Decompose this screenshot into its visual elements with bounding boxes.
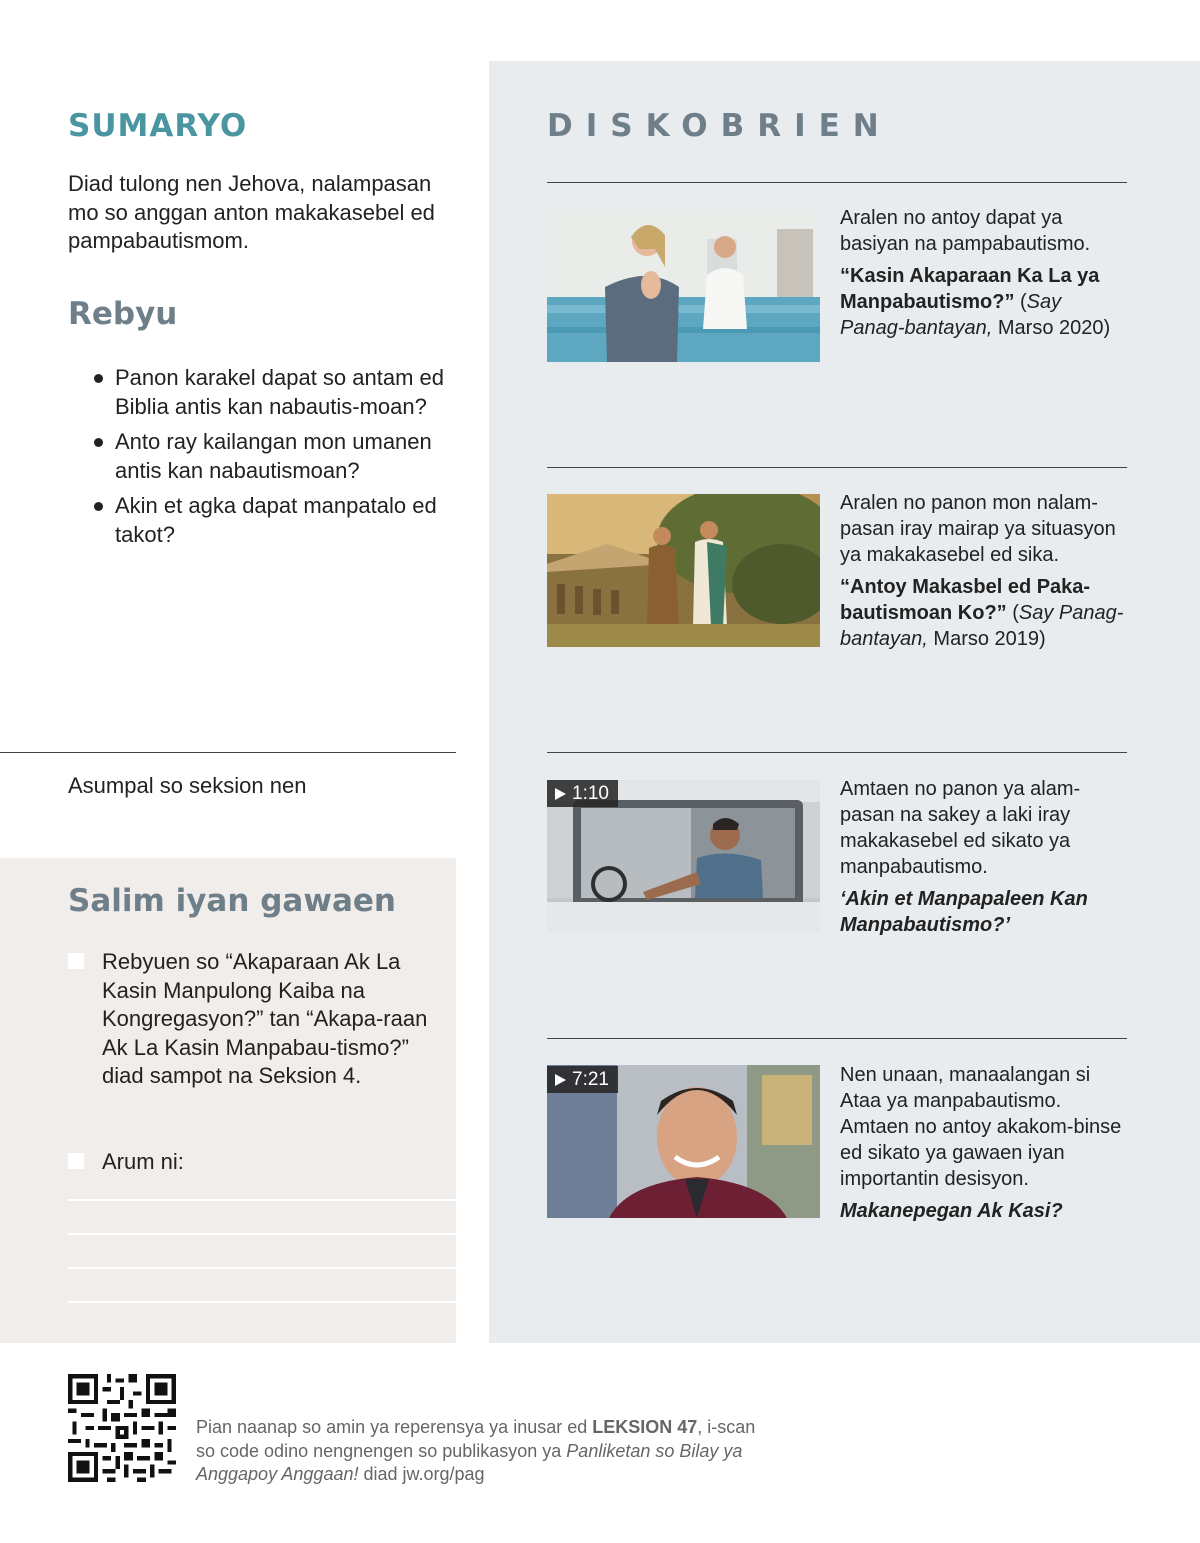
bible-scene-image[interactable] xyxy=(547,494,820,647)
discover-item xyxy=(840,1062,1130,1224)
article-reference[interactable] xyxy=(840,263,1130,341)
review-question: Akin et agka dapat manpatalo ed takot? xyxy=(92,492,457,549)
item-description: Aralen no antoy dapat ya basiyan na pampabautismo. xyxy=(840,207,1091,255)
issue-date: Marso 2020) xyxy=(992,317,1111,339)
discover-item xyxy=(840,205,1130,341)
reference-paren: ( xyxy=(1006,602,1019,624)
item-description: Nen unaan, manaalangan si Ataa ya manpabautismo. Amtaen no antoy akakom-binse ed sikato ya gawaen iyan importantin desisyon. xyxy=(840,1064,1122,1190)
review-question: Anto ray kailangan mon umanen antis kan nabautismoan? xyxy=(92,428,457,485)
footer-text-part: , i-scan so code odino nengnengen so publikasyon ya xyxy=(196,1417,756,1461)
discover-title: DISKOBRIEN xyxy=(547,108,892,144)
divider xyxy=(547,752,1127,753)
video-title[interactable]: Makanepegan Ak Kasi? xyxy=(840,1200,1063,1222)
article-title: “Antoy Makasbel ed Paka-bautismoan Ko?” xyxy=(840,576,1091,624)
baptism-pool-image[interactable] xyxy=(547,209,820,362)
summary-title: SUMARYO xyxy=(68,108,248,144)
review-list xyxy=(92,364,457,556)
discover-item xyxy=(840,490,1130,652)
lesson-number: LEKSION 47 xyxy=(592,1417,698,1437)
play-icon xyxy=(555,1074,566,1086)
todo-item-text: Rebyuen so “Akaparaan Ak La Kasin Manpulong Kaiba na Kongregasyon?” tan “Akapa-raan Ak La Kasin Manpabau-tismo?” diad sampot na Seksion 4. xyxy=(102,949,428,1088)
section-done-label: Asumpal so seksion nen xyxy=(68,773,307,798)
review-question: Panon karakel dapat so antam ed Biblia antis kan nabautis-moan? xyxy=(92,364,457,421)
video-duration: 1:10 xyxy=(572,783,609,804)
item-description: Aralen no panon mon nalam-pasan iray mairap ya situasyon ya makakasebel ed sika. xyxy=(840,492,1116,566)
todo-box xyxy=(0,858,456,1343)
checkbox[interactable] xyxy=(68,953,84,969)
footer-link-text[interactable]: diad jw.org/pag xyxy=(358,1464,485,1484)
write-in-line[interactable] xyxy=(68,1199,456,1201)
write-in-line[interactable] xyxy=(68,1267,456,1269)
video-title[interactable]: ‘Akin et Manpapaleen Kan Manpabautismo?’ xyxy=(840,888,1088,936)
video-duration-badge xyxy=(547,1066,618,1093)
discover-item xyxy=(840,776,1130,938)
footer-note xyxy=(196,1416,756,1487)
divider xyxy=(547,1038,1127,1039)
publication-name: Say Panag-bantayan, xyxy=(840,291,1062,339)
video-duration: 7:21 xyxy=(572,1069,609,1090)
write-in-line[interactable] xyxy=(68,1233,456,1235)
summary-text: Diad tulong nen Jehova, nalampasan mo so anggan anton makakasebel ed pampabautismom. xyxy=(68,171,435,253)
qr-code-icon[interactable] xyxy=(68,1374,176,1482)
publication-name: Say Panag-bantayan, xyxy=(840,602,1124,650)
footer-text-part: Pian naanap so amin ya reperensya ya inusar ed xyxy=(196,1417,593,1437)
publication-title: Panliketan so Bilay ya Anggapoy Anggaan! xyxy=(196,1440,743,1484)
play-icon xyxy=(555,788,566,800)
article-title: “Kasin Akaparaan Ka La ya Manpabautismo?” xyxy=(840,265,1100,313)
video-duration-badge xyxy=(547,780,618,807)
review-title: Rebyu xyxy=(68,296,178,332)
divider xyxy=(547,467,1127,468)
todo-item xyxy=(68,948,428,1091)
divider xyxy=(0,752,456,753)
reference-paren: ( xyxy=(1014,291,1027,313)
todo-item-text: Arum ni: xyxy=(102,1149,184,1174)
todo-title: Salim iyan gawaen xyxy=(68,883,396,919)
article-reference[interactable] xyxy=(840,574,1130,652)
divider xyxy=(547,182,1127,183)
item-description: Amtaen no panon ya alam-pasan na sakey a laki iray makakasebel ed sikato ya manpabautismo. xyxy=(840,778,1081,878)
issue-date: Marso 2019) xyxy=(927,628,1046,650)
write-in-line[interactable] xyxy=(68,1301,456,1303)
todo-item xyxy=(68,1148,428,1177)
checkbox[interactable] xyxy=(68,1153,84,1169)
